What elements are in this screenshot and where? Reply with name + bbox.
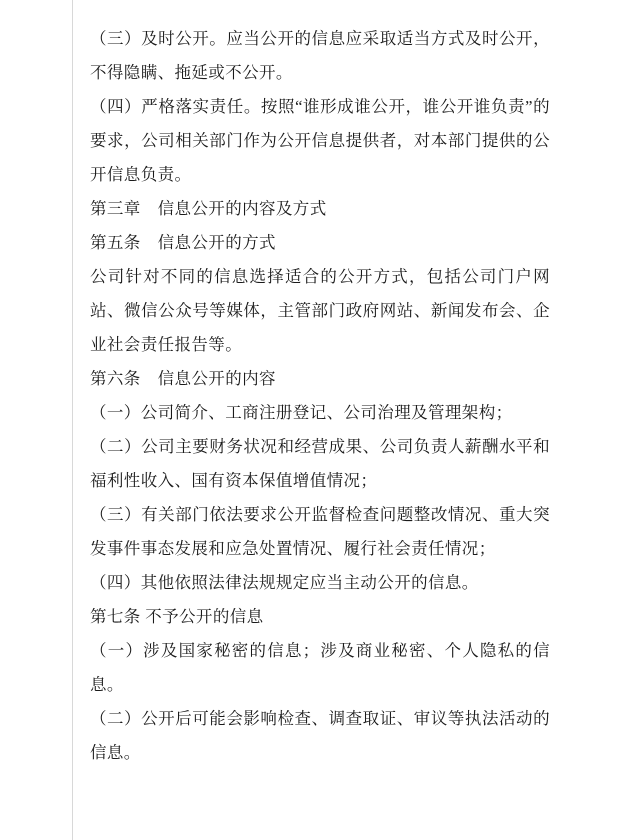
paragraph-content-item-four: （四）其他依照法律法规规定应当主动公开的信息。 <box>90 573 479 592</box>
chapter-heading-three: 第三章 信息公开的内容及方式 <box>90 199 327 218</box>
article-heading-six: 第六条 信息公开的内容 <box>90 369 276 388</box>
margin-rule <box>72 0 73 840</box>
paragraph-nondisclosure-item-one: （一）涉及国家秘密的信息；涉及商业秘密、个人隐私的信息。 <box>90 641 550 694</box>
paragraph-disclosure-methods: 公司针对不同的信息选择适合的公开方式，包括公司门户网站、微信公众号等媒体，主管部门政府网站、新闻发布会、企业社会责任报告等。 <box>90 267 550 354</box>
paragraph-nondisclosure-item-two: （二）公开后可能会影响检查、调查取证、审议等执法活动的信息。 <box>90 709 550 762</box>
paragraph-content-item-one: （一）公司简介、工商注册登记、公司治理及管理架构； <box>90 403 513 422</box>
article-heading-seven: 第七条 不予公开的信息 <box>90 607 264 626</box>
document-body <box>90 22 550 770</box>
paragraph-principle-timely: （三）及时公开。应当公开的信息应采取适当方式及时公开，不得隐瞒、拖延或不公开。 <box>90 29 550 82</box>
article-heading-five: 第五条 信息公开的方式 <box>90 233 276 252</box>
paragraph-content-item-three: （三）有关部门依法要求公开监督检查问题整改情况、重大突发事件事态发展和应急处置情况、履行社会责任情况； <box>90 505 550 558</box>
paragraph-content-item-two: （二）公司主要财务状况和经营成果、公司负责人薪酬水平和福利性收入、国有资本保值增值情况； <box>90 437 550 490</box>
paragraph-principle-responsibility: （四）严格落实责任。按照“谁形成谁公开，谁公开谁负责”的要求，公司相关部门作为公开信息提供者，对本部门提供的公开信息负责。 <box>90 97 550 184</box>
